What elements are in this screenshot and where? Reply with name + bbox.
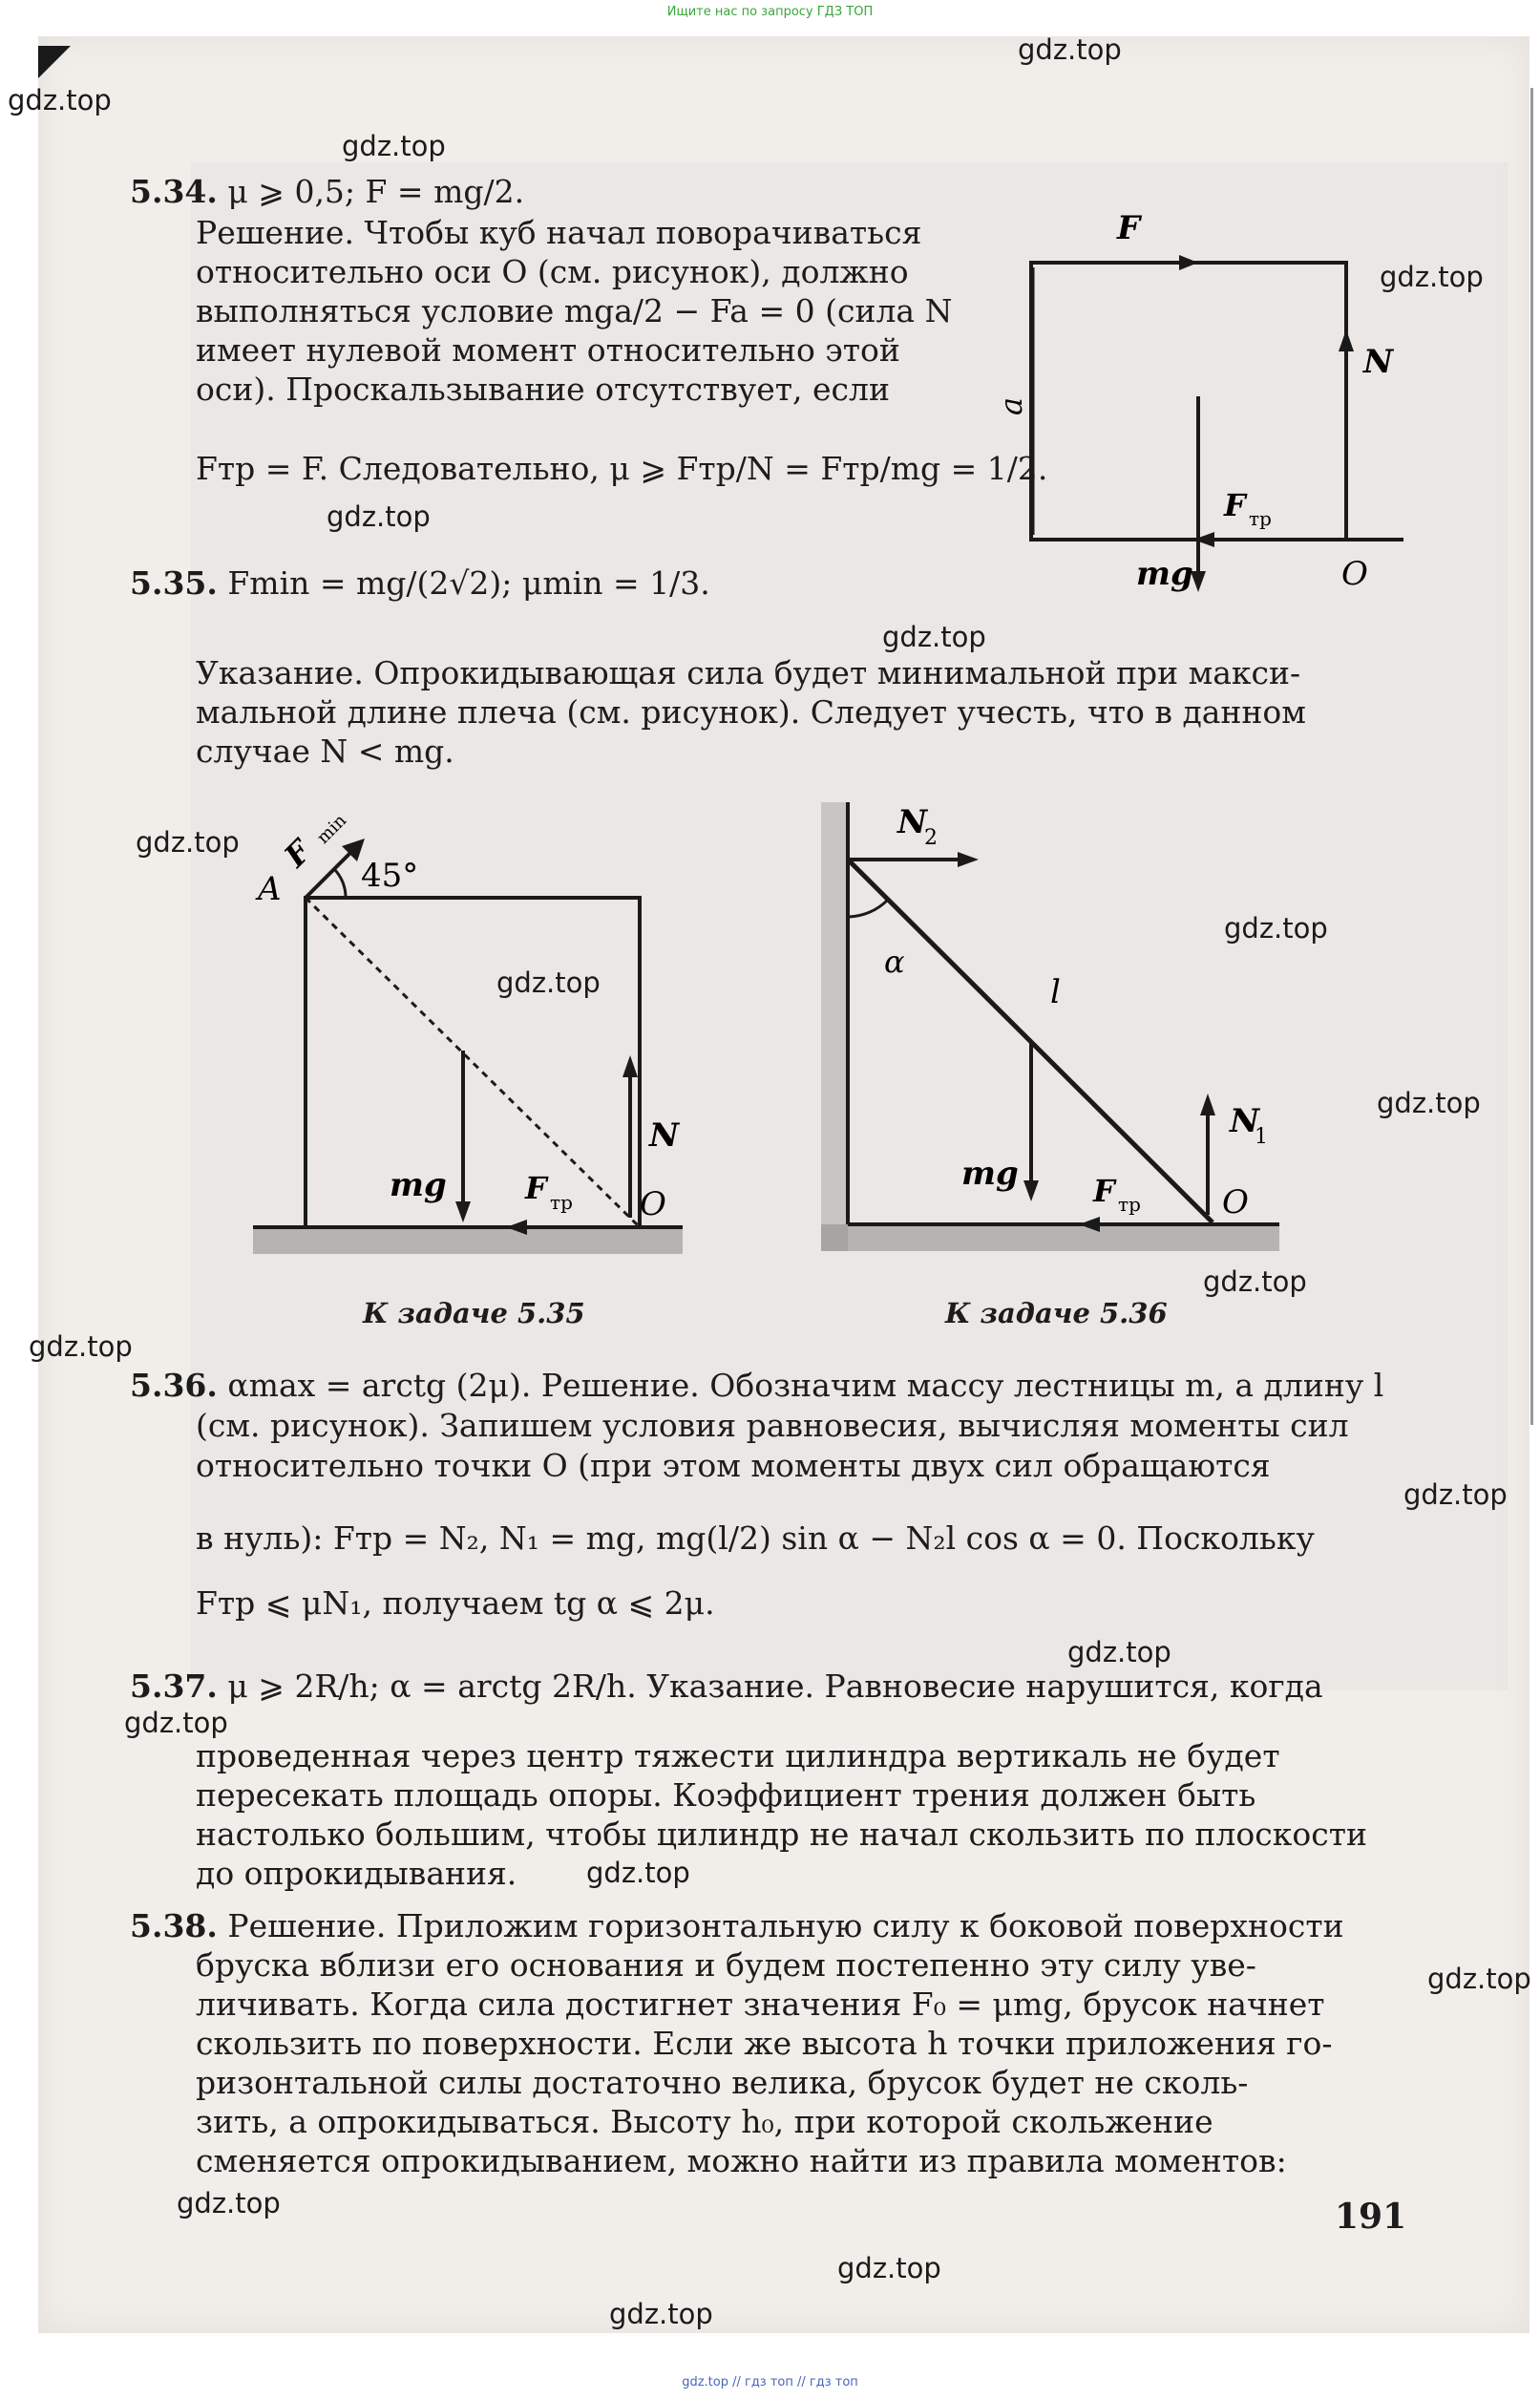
problem-536-line: в нуль): Fтр = N₂, N₁ = mg, mg(l/2) sin α − N₂l cos α = 0. Поскольку [196,1519,1315,1557]
problem-line: αmax = arctg (2μ). Решение. Обозначим массу лестницы m, а длину l [227,1367,1384,1404]
arrow-head [1200,1094,1215,1115]
label-mg: mg [1136,555,1193,593]
label-ftr-sub: тр [1249,507,1272,530]
watermark: gdz.top [8,84,112,117]
arrow-head [1339,329,1354,351]
watermark: gdz.top [29,1330,133,1363]
label-n1-sub: 1 [1255,1125,1268,1149]
problem-538-line: ризонтальной силы достаточно велика, брусок будет не сколь- [196,2064,1249,2101]
ground-hatch [821,1224,1279,1251]
problem-538-header [130,1906,1344,1945]
problem-536-header [130,1366,1383,1405]
problem-536-line: относительно точки O (при этом моменты двух сил обращаются [196,1447,1271,1484]
problem-number: 5.36. [130,1367,218,1404]
problem-number: 5.34. [130,173,218,210]
label-n1: N [1230,1102,1260,1140]
watermark: gdz.top [1224,912,1328,945]
problem-538-line: скользить по поверхности. Если же высота h точки приложения го- [196,2025,1333,2062]
problem-534-line: Fтр = F. Следовательно, μ ⩾ Fтр/N = Fтр/mg = 1/2. [196,450,1048,487]
problem-number: 5.37. [130,1667,218,1705]
problem-534-line: имеет нулевой момент относительно этой [196,331,900,369]
problem-535-line: случае N < mg. [196,733,454,770]
label-ftr-sub: тр [550,1191,573,1214]
label-n: N [649,1116,680,1155]
problem-538-line: бруска вблизи его основания и будем постепенно эту силу уве- [196,1946,1256,1984]
problem-number: 5.38. [130,1907,218,1944]
page-edge [1530,88,1533,1425]
watermark: gdz.top [342,130,446,162]
problem-535-header [130,563,710,603]
figure-5-35 [248,812,697,1270]
watermark: gdz.top [586,1857,690,1889]
problem-538-line: зить, а опрокидываться. Высоту h₀, при которой скольжение [196,2103,1213,2140]
label-alpha: α [884,944,905,980]
figure-caption-5-36: К задаче 5.36 [945,1297,1168,1329]
label-n: N [1363,343,1394,381]
footer-note: gdz.top // гдз топ // гдз топ [682,2375,858,2389]
watermark: gdz.top [1403,1478,1508,1511]
problem-answer: μ ⩾ 0,5; F = mg/2. [227,173,525,210]
label-a: A [258,870,282,908]
watermark: gdz.top [1380,261,1484,293]
label-n2-sub: 2 [924,826,938,850]
label-o: O [640,1185,666,1223]
label-o: O [1341,555,1368,593]
problem-537-line: настолько большим, чтобы цилиндр не начал скользить по плоскости [196,1816,1367,1853]
label-ftr-sub: тр [1118,1193,1141,1216]
watermark: gdz.top [1203,1265,1307,1298]
watermark: gdz.top [327,500,431,533]
watermark: gdz.top [177,2187,281,2219]
watermark: gdz.top [609,2298,713,2330]
page-corner-fold [38,46,71,78]
figure-5-36 [821,802,1289,1270]
arrow-head [622,1055,638,1077]
watermark: gdz.top [124,1707,228,1739]
problem-537-header [130,1667,1323,1706]
label-fmin-sub: min [312,810,351,848]
ground-hatch [253,1227,683,1254]
problem-537-line: проведенная через центр тяжести цилиндра вертикаль не будет [196,1737,1280,1774]
label-l: l [1050,973,1061,1011]
header-note: Ищите нас по запросу ГДЗ ТОП [666,5,874,19]
problem-536-line: Fтр ⩽ μN₁, получаем tg α ⩽ 2μ. [196,1584,715,1622]
arrow-head [1179,255,1198,270]
page-number: 191 [1335,2197,1407,2237]
figure-5-34 [993,201,1413,602]
problem-535-line: мальной длине плеча (см. рисунок). Следует учесть, что в данном [196,693,1306,731]
watermark: gdz.top [496,966,601,999]
problem-534-line: оси). Проскальзывание отсутствует, если [196,371,890,408]
problem-537-line: пересекать площадь опоры. Коэффициент трения должен быть [196,1776,1256,1814]
problem-answer: Fmin = mg/(2√2); μmin = 1/3. [227,564,710,602]
label-ftr: F [1093,1173,1115,1209]
watermark: gdz.top [1377,1087,1481,1119]
watermark: gdz.top [136,826,240,859]
diagonal [306,898,640,1227]
problem-538-line: сменяется опрокидыванием, можно найти из правила моментов: [196,2142,1287,2179]
cube [1031,263,1346,540]
label-fmin: F [277,833,319,875]
arrow-head [958,852,979,867]
label-ftr: F [1224,487,1246,523]
label-mg: mg [390,1166,447,1204]
watermark: gdz.top [1427,1963,1531,1995]
problem-534-line: Решение. Чтобы куб начал поворачиваться [196,214,922,251]
arrow-head [1023,1180,1039,1201]
watermark: gdz.top [837,2252,941,2284]
watermark: gdz.top [882,621,986,653]
label-ftr: F [525,1170,547,1206]
watermark: gdz.top [1067,1636,1171,1668]
problem-534-line: относительно оси O (см. рисунок), должно [196,253,909,290]
label-o: O [1222,1183,1249,1221]
problem-534-line: выполняться условие mga/2 − Fa = 0 (сила N [196,292,953,329]
problem-538-line: личивать. Когда сила достигнет значения F₀ = μmg, брусок начнет [196,1986,1325,2023]
label-angle: 45° [361,857,419,895]
problem-536-line: (см. рисунок). Запишем условия равновесия, вычисляя моменты сил [196,1407,1349,1444]
problem-line: μ ⩾ 2R/h; α = arctg 2R/h. Указание. Равновесие нарушится, когда [227,1667,1323,1705]
problem-534-header [130,172,524,211]
watermark: gdz.top [1018,33,1122,66]
problem-line: Решение. Приложим горизонтальную силу к боковой поверхности [227,1907,1344,1944]
arrow-head [455,1201,471,1222]
label-f: F [1117,209,1141,247]
angle-arc [848,900,888,917]
problem-535-line: Указание. Опрокидывающая сила будет минимальной при макси- [196,654,1301,691]
label-a: a [993,396,1029,415]
problem-number: 5.35. [130,564,218,602]
figure-caption-5-35: К задаче 5.35 [363,1297,585,1329]
wall-hatch [821,802,848,1251]
angle-arc [334,869,346,898]
label-n2: N [897,803,928,841]
problem-537-line: до опрокидывания. [196,1855,517,1892]
label-mg: mg [961,1155,1019,1193]
